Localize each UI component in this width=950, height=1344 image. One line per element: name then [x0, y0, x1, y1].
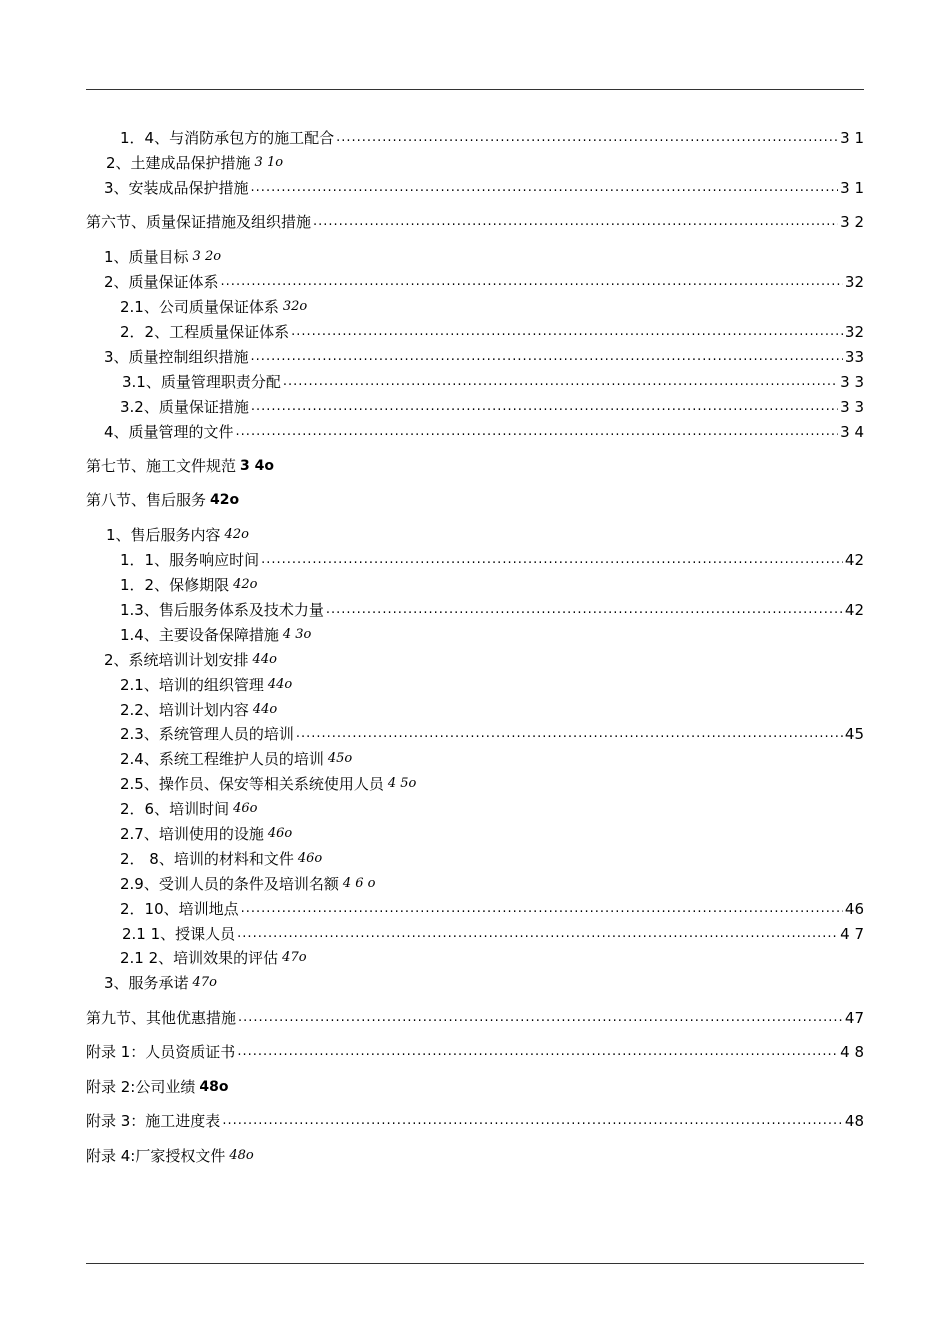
toc-entry-page: 4 6 o	[342, 876, 376, 891]
toc-entry-label: 2.1、公司质量保证体系	[120, 298, 279, 316]
toc-dot-leader	[237, 1042, 838, 1062]
toc-entry-page: 42	[844, 551, 864, 569]
toc-entry-page: 3 2	[840, 213, 864, 231]
toc-entry-page: 42	[844, 601, 864, 619]
toc-entry[interactable]	[120, 724, 864, 744]
toc-entry-page: 3 4o	[240, 458, 274, 474]
toc-entry-label: 附录 4:厂家授权文件	[86, 1147, 226, 1165]
toc-entry-page: 45o	[327, 751, 353, 766]
toc-entry[interactable]	[86, 212, 864, 232]
toc-dot-leader	[283, 372, 838, 392]
toc-entry[interactable]	[120, 625, 311, 645]
toc-entry-page: 32o	[282, 299, 308, 314]
toc-entry-label: 3.2、质量保证措施	[120, 398, 249, 416]
toc-entry[interactable]	[120, 749, 352, 769]
toc-entry[interactable]	[106, 153, 283, 173]
toc-entry-label: 4、质量管理的文件	[104, 423, 234, 441]
toc-entry-label: 3、服务承诺	[104, 974, 189, 992]
toc-entry-page: 3 1	[840, 179, 864, 197]
toc-entry[interactable]	[86, 1077, 228, 1097]
toc-entry[interactable]	[86, 1042, 864, 1062]
toc-entry[interactable]	[120, 397, 864, 417]
toc-entry[interactable]	[104, 347, 864, 367]
toc-entry-label: 第七节、施工文件规范	[86, 457, 237, 475]
footer-rule	[86, 1263, 864, 1264]
toc-entry-label: 2.1、培训的组织管理	[120, 676, 264, 694]
toc-entry[interactable]	[86, 1111, 864, 1131]
toc-entry-label: 1．4、与消防承包方的施工配合	[120, 129, 335, 147]
toc-entry[interactable]	[106, 525, 249, 545]
toc-entry[interactable]	[104, 247, 221, 267]
toc-entry-page: 46o	[267, 826, 293, 841]
toc-entry-label: 2、系统培训计划安排	[104, 651, 249, 669]
toc-entry-page: 44o	[267, 677, 293, 692]
toc-entry[interactable]	[86, 456, 274, 476]
toc-entry-label: 2.9、受训人员的条件及培训名额	[120, 875, 339, 893]
toc-entry-page: 32	[844, 273, 864, 291]
toc-entry-label: 第九节、其他优惠措施	[86, 1009, 237, 1027]
toc-dot-leader	[251, 397, 838, 417]
toc-entry-page: 48	[844, 1112, 864, 1130]
toc-entry[interactable]	[120, 550, 864, 570]
toc-entry[interactable]	[122, 372, 864, 392]
toc-entry-label: 3、质量控制组织措施	[104, 348, 249, 366]
toc-entry-page: 3 3	[840, 373, 864, 391]
toc-entry-page: 4 8	[840, 1043, 864, 1061]
toc-entry-label: 2.5、操作员、保安等相关系统使用人员	[120, 775, 384, 793]
toc-entry-label: 附录 3：施工进度表	[86, 1112, 221, 1130]
toc-entry-page: 3 3	[840, 398, 864, 416]
toc-dot-leader	[241, 899, 843, 919]
toc-entry-page: 44o	[252, 652, 277, 667]
toc-entry[interactable]	[104, 422, 864, 442]
toc-dot-leader	[261, 550, 843, 570]
toc-entry-label: 2． 8、培训的材料和文件	[120, 850, 294, 868]
toc-entry-page: 42o	[224, 527, 249, 542]
toc-entry[interactable]	[120, 128, 864, 148]
toc-entry-page: 46	[844, 900, 864, 918]
toc-entry-label: 2、土建成品保护措施	[106, 154, 251, 172]
toc-entry[interactable]	[120, 700, 277, 720]
toc-entry[interactable]	[120, 948, 307, 968]
toc-entry[interactable]	[86, 490, 239, 510]
toc-entry-label: 1．1、服务响应时间	[120, 551, 260, 569]
toc-entry-label: 2.7、培训使用的设施	[120, 825, 264, 843]
toc-entry-label: 2.3、系统管理人员的培训	[120, 725, 294, 743]
toc-entry-page: 45	[844, 725, 864, 743]
toc-dot-leader	[222, 1111, 843, 1131]
toc-entry-page: 42o	[233, 577, 258, 592]
toc-entry-page: 44o	[252, 702, 278, 717]
toc-entry[interactable]	[120, 675, 292, 695]
toc-entry-page: 48o	[229, 1148, 254, 1163]
toc-entry[interactable]	[104, 973, 217, 993]
toc-entry-label: 1．2、保修期限	[120, 576, 230, 594]
toc-entry-label: 1.4、主要设备保障措施	[120, 626, 279, 644]
toc-entry-label: 1、质量目标	[104, 248, 189, 266]
toc-dot-leader	[236, 422, 839, 442]
toc-dot-leader	[336, 128, 838, 148]
toc-entry-label: 3、安装成品保护措施	[104, 179, 249, 197]
toc-entry[interactable]	[120, 849, 322, 869]
toc-entry[interactable]	[120, 297, 307, 317]
toc-entry-label: 2.4、系统工程维护人员的培训	[120, 750, 324, 768]
toc-entry-page: 46o	[297, 851, 323, 866]
toc-dot-leader	[251, 178, 839, 198]
toc-entry[interactable]	[120, 874, 376, 894]
toc-dot-leader	[313, 212, 838, 232]
toc-entry-page: 4 3o	[282, 627, 312, 642]
toc-entry-page: 32	[844, 323, 864, 341]
toc-dot-leader	[326, 600, 843, 620]
toc-dot-leader	[221, 272, 843, 292]
toc-entry-label: 1、售后服务内容	[106, 526, 221, 544]
toc-entry-label: 3.1、质量管理职责分配	[122, 373, 281, 391]
header-rule	[86, 89, 864, 90]
toc-entry-label: 2.2、培训计划内容	[120, 701, 249, 719]
toc-entry-label: 附录 1：人员资质证书	[86, 1043, 236, 1061]
toc-entry-label: 2.1 1、授课人员	[122, 925, 236, 943]
toc-entry-page: 47o	[192, 975, 217, 990]
toc-dot-leader	[238, 1008, 843, 1028]
toc-entry-page: 3 1	[840, 129, 864, 147]
toc-entry-label: 2．2、工程质量保证体系	[120, 323, 290, 341]
toc-entry[interactable]	[120, 600, 864, 620]
toc-entry[interactable]	[104, 178, 864, 198]
toc-entry-label: 2.1 2、培训效果的评估	[120, 949, 279, 967]
toc-entry-label: 1.3、售后服务体系及技术力量	[120, 601, 324, 619]
toc-dot-leader	[296, 724, 843, 744]
toc-entry[interactable]	[120, 322, 864, 342]
toc-entry-page: 47o	[282, 950, 307, 965]
toc-entry[interactable]	[86, 1146, 254, 1166]
toc-entry[interactable]	[120, 774, 416, 794]
toc-entry-label: 2．6、培训时间	[120, 800, 230, 818]
toc-entry-page: 46o	[233, 801, 258, 816]
toc-dot-leader	[251, 347, 843, 367]
toc-entry-page: 48o	[199, 1079, 229, 1095]
toc-entry[interactable]	[122, 924, 864, 944]
toc-entry-page: 3 1o	[254, 155, 284, 170]
toc-entry[interactable]	[120, 824, 292, 844]
toc-entry[interactable]	[86, 1008, 864, 1028]
toc-entry[interactable]	[120, 575, 257, 595]
toc-entry[interactable]	[104, 272, 864, 292]
toc-entry[interactable]	[120, 899, 864, 919]
toc-entry-page: 3 4	[840, 423, 864, 441]
toc-entry-page: 42o	[210, 492, 240, 508]
toc-entry[interactable]	[104, 650, 277, 670]
toc-entry-page: 33	[844, 348, 864, 366]
toc-entry-page: 4 5o	[387, 776, 417, 791]
toc-dot-leader	[237, 924, 838, 944]
toc-entry-page: 3 2o	[192, 249, 222, 264]
toc-entry-label: 2、质量保证体系	[104, 273, 219, 291]
toc-entry-page: 4 7	[840, 925, 864, 943]
toc-entry-label: 第六节、质量保证措施及组织措施	[86, 213, 312, 231]
toc-entry[interactable]	[120, 799, 257, 819]
toc-entry-label: 2．10、培训地点	[120, 900, 239, 918]
toc-entry-page: 47	[844, 1009, 864, 1027]
toc-dot-leader	[291, 322, 843, 342]
toc-entry-label: 第八节、售后服务	[86, 491, 207, 509]
toc-entry-label: 附录 2:公司业绩	[86, 1078, 196, 1096]
